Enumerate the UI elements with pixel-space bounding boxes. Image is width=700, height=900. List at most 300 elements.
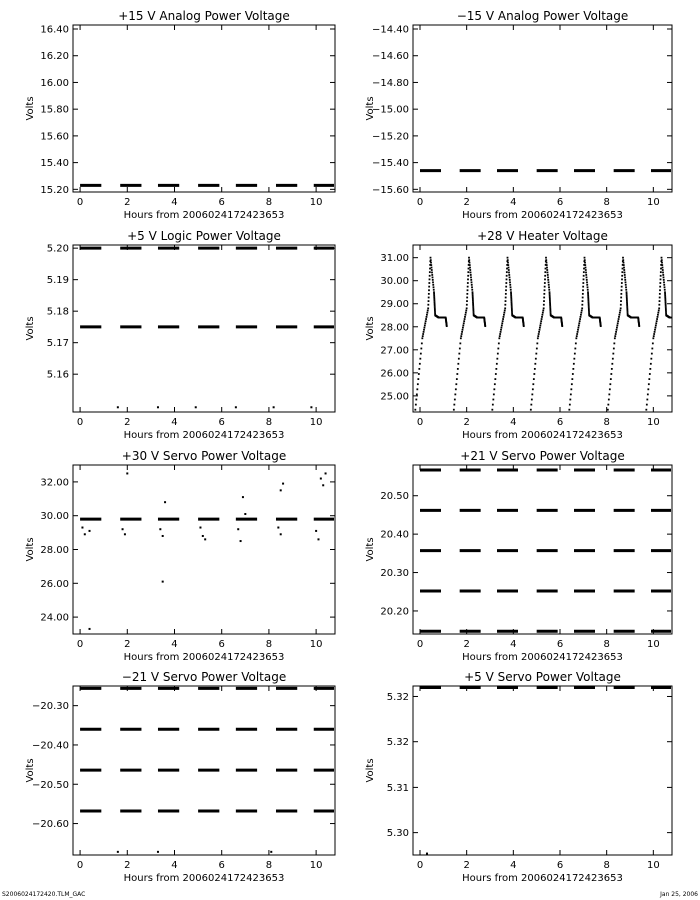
heater-point (655, 322, 657, 324)
heater-point (625, 289, 627, 291)
heater-point (655, 325, 657, 327)
x-axis-label: Hours from 2006024172423653 (123, 873, 285, 884)
x-tick-label: 2 (463, 417, 470, 428)
heater-point (509, 279, 511, 281)
heater-point (665, 313, 667, 315)
heater-point (499, 335, 501, 337)
heater-point (495, 368, 497, 370)
heater-point (649, 368, 651, 370)
heater-point (500, 329, 502, 331)
y-tick-label: −14.80 (371, 77, 409, 89)
heater-point (493, 388, 495, 390)
heater-point (455, 388, 457, 390)
heater-point (494, 383, 496, 385)
heater-point (495, 373, 497, 375)
x-tick-label: 10 (309, 197, 323, 208)
y-tick-label: 20.40 (380, 529, 409, 541)
heater-point (434, 308, 436, 310)
x-tick-label: 0 (76, 417, 84, 428)
data-point (237, 528, 239, 530)
y-tick-label: −15.40 (371, 158, 409, 170)
heater-point (569, 404, 571, 406)
heater-point (665, 303, 667, 305)
heater-point (424, 327, 426, 329)
heater-point (618, 318, 620, 320)
heater-point (499, 333, 501, 335)
heater-point (425, 320, 427, 322)
heater-point (433, 286, 435, 288)
heater-point (417, 378, 419, 380)
data-point (244, 513, 246, 515)
heater-point (586, 277, 588, 279)
heater-point (665, 300, 667, 302)
heater-point (505, 282, 507, 284)
heater-point (659, 289, 661, 291)
y-tick-label: 15.80 (40, 104, 69, 116)
data-point (204, 538, 206, 540)
y-tick-label: 16.40 (40, 24, 69, 36)
heater-point (471, 284, 473, 286)
heater-point (588, 311, 590, 313)
heater-point (536, 348, 538, 350)
heater-point (472, 300, 474, 302)
heater-point (434, 301, 436, 303)
heater-point (573, 358, 575, 360)
heater-point (510, 289, 512, 291)
heater-point (420, 353, 422, 355)
heater-point (569, 399, 571, 401)
heater-point (473, 311, 475, 313)
x-tick-label: 4 (171, 197, 178, 208)
heater-point (583, 278, 585, 280)
y-axis-label: Volts (25, 758, 36, 783)
heater-point (469, 267, 471, 269)
heater-point (434, 304, 436, 306)
x-tick-label: 10 (646, 860, 660, 871)
heater-point (650, 363, 652, 365)
heater-point (663, 284, 665, 286)
heater-point (464, 318, 466, 320)
heater-point (664, 293, 666, 295)
heater-point (541, 318, 543, 320)
heater-point (662, 274, 664, 276)
heater-point (510, 298, 512, 300)
heater-point (584, 262, 586, 264)
heater-point (496, 358, 498, 360)
heater-point (502, 318, 504, 320)
y-tick-label: 26.00 (380, 368, 409, 380)
heater-point (540, 322, 542, 324)
heater-point (609, 388, 611, 390)
heater-point (468, 259, 470, 261)
heater-point (626, 296, 628, 298)
heater-point (624, 274, 626, 276)
heater-point (548, 289, 550, 291)
y-tick-label: 5.32 (386, 691, 409, 703)
heater-point (507, 262, 509, 264)
heater-point (484, 325, 486, 327)
heater-point (609, 383, 611, 385)
heater-point (532, 383, 534, 385)
y-tick-label: 5.32 (386, 737, 409, 749)
heater-point (422, 335, 424, 337)
heater-point (548, 281, 550, 283)
y-axis-label: Volts (365, 96, 376, 121)
heater-point (546, 262, 548, 264)
heater-point (538, 331, 540, 333)
heater-point (506, 278, 508, 280)
heater-point (587, 293, 589, 295)
heater-point (543, 293, 545, 295)
heater-point (582, 289, 584, 291)
y-axis-label: Volts (25, 316, 36, 341)
heater-point (585, 269, 587, 271)
heater-point (572, 368, 574, 370)
x-axis-label: Hours from 2006024172423653 (462, 430, 623, 441)
heater-point (501, 327, 503, 329)
data-point (240, 540, 242, 542)
heater-point (473, 313, 475, 315)
heater-point (549, 303, 551, 305)
heater-point (662, 267, 664, 269)
heater-point (547, 277, 549, 279)
heater-point (471, 286, 473, 288)
heater-point (611, 368, 613, 370)
heater-point (621, 282, 623, 284)
heater-point (456, 373, 458, 375)
x-tick-label: 8 (603, 417, 610, 428)
heater-point (657, 314, 659, 316)
heater-point (656, 318, 658, 320)
heater-point (472, 304, 474, 306)
heater-point (659, 297, 661, 299)
data-point (426, 853, 428, 855)
heater-point (511, 301, 513, 303)
data-point (81, 527, 83, 529)
heater-point (659, 300, 661, 302)
heater-point (539, 325, 541, 327)
heater-point (645, 409, 647, 411)
chart-title: +28 V Heater Voltage (477, 229, 608, 243)
heater-point (504, 304, 506, 306)
heater-point (625, 281, 627, 283)
data-point (199, 527, 201, 529)
heater-point (505, 297, 507, 299)
heater-point (624, 279, 626, 281)
heater-point (421, 337, 423, 339)
x-axis-label: Hours from 2006024172423653 (462, 873, 623, 884)
heater-point (428, 300, 430, 302)
x-tick-label: 4 (171, 417, 178, 428)
heater-point (584, 257, 586, 259)
heater-point (506, 275, 508, 277)
x-tick-label: 0 (416, 197, 424, 208)
heater-point (660, 271, 662, 273)
x-tick-label: 0 (76, 860, 84, 871)
heater-point (539, 327, 541, 329)
y-tick-label: −15.20 (371, 131, 409, 143)
heater-point (664, 298, 666, 300)
heater-point (610, 378, 612, 380)
heater-point (626, 306, 628, 308)
heater-point (433, 293, 435, 295)
heater-point (463, 320, 465, 322)
chart-panel (25, 670, 335, 884)
footer-date: Jan 25, 2006 (660, 891, 698, 898)
y-tick-label: 24.00 (40, 612, 69, 624)
heater-point (466, 304, 468, 306)
heater-point (547, 272, 549, 274)
data-point (164, 501, 166, 503)
heater-point (523, 325, 525, 327)
y-tick-label: 31.00 (380, 253, 409, 265)
heater-point (538, 333, 540, 335)
y-tick-label: 16.20 (40, 51, 69, 63)
heater-point (573, 363, 575, 365)
heater-point (429, 271, 431, 273)
heater-point (626, 298, 628, 300)
heater-point (665, 308, 667, 310)
heater-point (431, 272, 433, 274)
x-tick-label: 8 (603, 639, 610, 650)
heater-point (612, 358, 614, 360)
heater-point (626, 308, 628, 310)
heater-point (424, 322, 426, 324)
heater-point (646, 404, 648, 406)
heater-point (472, 298, 474, 300)
heater-point (532, 388, 534, 390)
heater-point (536, 342, 538, 344)
heater-point (507, 264, 509, 266)
heater-point (501, 322, 503, 324)
heater-point (491, 409, 493, 411)
y-axis-label: Volts (25, 96, 36, 121)
heater-point (571, 378, 573, 380)
heater-point (431, 274, 433, 276)
heater-point (472, 296, 474, 298)
heater-point (549, 308, 551, 310)
heater-point (433, 289, 435, 291)
heater-point (550, 311, 552, 313)
heater-point (463, 322, 465, 324)
heater-point (419, 363, 421, 365)
heater-point (472, 301, 474, 303)
heater-point (626, 300, 628, 302)
heater-point (618, 316, 620, 318)
heater-point (653, 335, 655, 337)
heater-point (434, 311, 436, 313)
heater-point (535, 358, 537, 360)
heater-point (542, 310, 544, 312)
heater-point (649, 373, 651, 375)
x-tick-label: 4 (510, 197, 517, 208)
heater-point (462, 329, 464, 331)
heater-point (434, 300, 436, 302)
x-tick-label: 8 (265, 639, 273, 650)
heater-point (511, 311, 513, 313)
heater-point (434, 306, 436, 308)
heater-point (617, 320, 619, 322)
y-tick-label: 5.17 (46, 338, 69, 350)
heater-point (544, 271, 546, 273)
heater-point (582, 286, 584, 288)
heater-point (543, 307, 545, 309)
heater-point (550, 313, 552, 315)
heater-point (503, 314, 505, 316)
heater-point (467, 286, 469, 288)
heater-point (624, 272, 626, 274)
plot-frame (73, 25, 335, 192)
y-tick-label: 15.20 (40, 184, 69, 196)
chart-panel (365, 229, 672, 441)
heater-point (612, 353, 614, 355)
x-tick-label: 6 (218, 417, 225, 428)
heater-point (504, 307, 506, 309)
heater-point (584, 259, 586, 261)
heater-point (466, 297, 468, 299)
plot-frame (73, 465, 335, 634)
heater-point (544, 275, 546, 277)
heater-point (459, 348, 461, 350)
data-point (273, 406, 275, 408)
data-point (242, 496, 244, 498)
heater-point (581, 310, 583, 312)
heater-point (652, 342, 654, 344)
y-tick-label: 16.00 (40, 77, 69, 89)
heater-point (549, 301, 551, 303)
heater-point (467, 278, 469, 280)
heater-point (661, 259, 663, 261)
heater-point (430, 262, 432, 264)
heater-point (434, 303, 436, 305)
heater-point (561, 325, 563, 327)
heater-point (493, 393, 495, 395)
data-point (315, 530, 317, 532)
heater-point (423, 331, 425, 333)
heater-point (509, 277, 511, 279)
heater-point (546, 264, 548, 266)
plot-frame (73, 245, 335, 412)
heater-point (503, 312, 505, 314)
heater-point (581, 304, 583, 306)
heater-point (577, 331, 579, 333)
heater-point (574, 353, 576, 355)
heater-point (511, 309, 513, 311)
x-tick-label: 0 (76, 639, 84, 650)
x-tick-label: 4 (171, 639, 178, 650)
heater-point (577, 329, 579, 331)
chart-title: +5 V Servo Power Voltage (464, 670, 621, 684)
heater-point (420, 348, 422, 350)
x-tick-label: 10 (646, 417, 660, 428)
heater-point (580, 316, 582, 318)
x-tick-label: 10 (309, 639, 323, 650)
heater-point (623, 267, 625, 269)
heater-point (570, 388, 572, 390)
data-point (162, 581, 164, 583)
heater-point (626, 295, 628, 297)
y-tick-label: 20.30 (380, 568, 409, 580)
data-point (117, 851, 119, 853)
heater-point (582, 282, 584, 284)
heater-point (575, 342, 577, 344)
y-tick-label: −15.60 (371, 184, 409, 196)
heater-point (659, 293, 661, 295)
heater-point (588, 306, 590, 308)
heater-point (455, 383, 457, 385)
data-point (270, 851, 272, 853)
y-tick-label: 5.31 (386, 782, 409, 794)
heater-point (647, 388, 649, 390)
heater-point (462, 327, 464, 329)
heater-point (660, 275, 662, 277)
heater-point (664, 291, 666, 293)
heater-point (540, 320, 542, 322)
heater-point (651, 348, 653, 350)
heater-point (469, 269, 471, 271)
heater-point (510, 293, 512, 295)
heater-point (654, 331, 656, 333)
chart-title: +21 V Servo Power Voltage (460, 449, 625, 463)
y-tick-label: 15.40 (40, 158, 69, 170)
y-tick-label: 20.50 (380, 491, 409, 503)
heater-point (465, 312, 467, 314)
heater-point (418, 373, 420, 375)
heater-point (505, 300, 507, 302)
heater-point (414, 409, 416, 411)
heater-point (578, 327, 580, 329)
heater-point (588, 308, 590, 310)
data-point (122, 528, 124, 530)
x-tick-label: 6 (556, 639, 564, 650)
y-tick-label: 29.00 (380, 299, 409, 311)
heater-point (434, 313, 436, 315)
heater-point (547, 274, 549, 276)
y-tick-label: 5.16 (46, 369, 69, 381)
x-tick-label: 2 (124, 197, 131, 208)
heater-point (653, 333, 655, 335)
heater-point (504, 310, 506, 312)
heater-point (616, 325, 618, 327)
heater-point (472, 308, 474, 310)
heater-point (544, 289, 546, 291)
heater-point (586, 284, 588, 286)
heater-point (546, 267, 548, 269)
chart-panel (25, 229, 335, 441)
heater-point (611, 363, 613, 365)
heater-point (659, 282, 661, 284)
heater-point (466, 293, 468, 295)
heater-point (664, 295, 666, 297)
x-tick-label: 4 (510, 639, 517, 650)
heater-point (418, 368, 420, 370)
heater-point (415, 404, 417, 406)
heater-point (619, 310, 621, 312)
heater-point (585, 272, 587, 274)
heater-point (428, 282, 430, 284)
chart-panel (365, 670, 672, 884)
heater-point (534, 368, 536, 370)
heater-point (466, 300, 468, 302)
heater-point (650, 358, 652, 360)
heater-point (585, 274, 587, 276)
heater-point (423, 329, 425, 331)
heater-point (534, 363, 536, 365)
heater-point (419, 358, 421, 360)
heater-point (655, 327, 657, 329)
heater-point (511, 304, 513, 306)
heater-point (661, 257, 663, 259)
